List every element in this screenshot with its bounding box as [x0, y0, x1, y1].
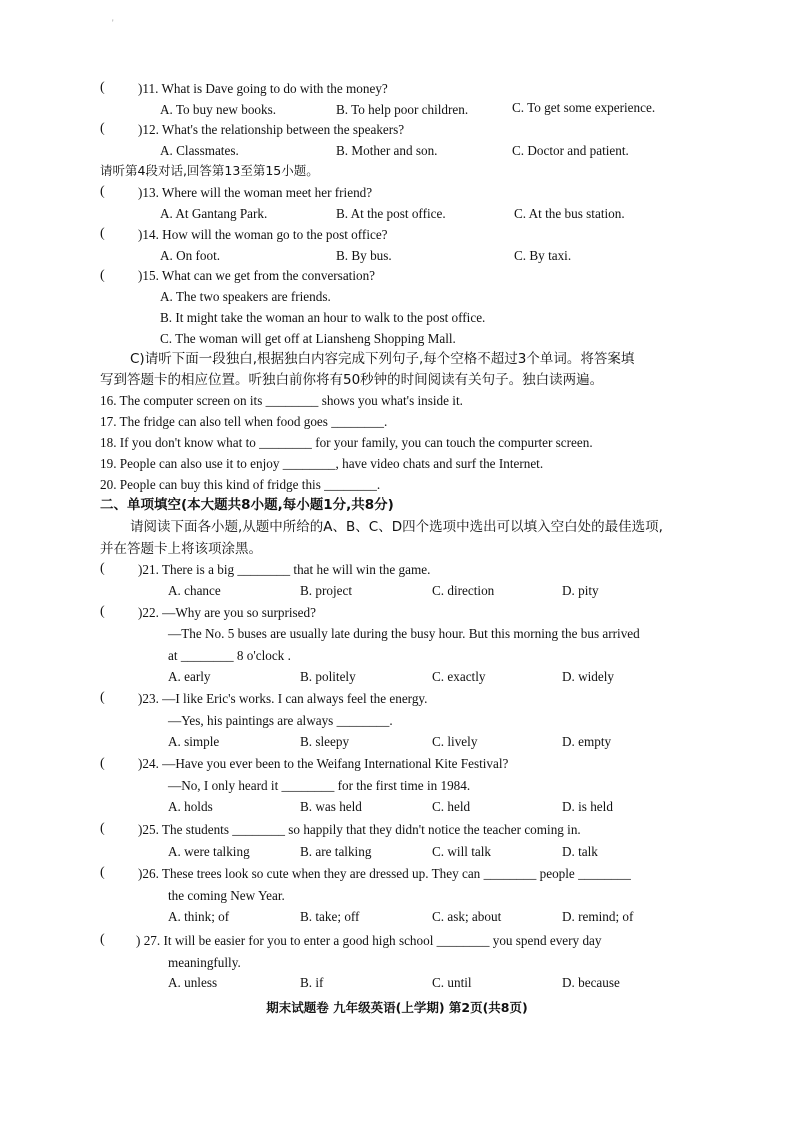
q27-option-a: A. unless: [168, 975, 218, 990]
q23-option-d: D. empty: [562, 734, 612, 749]
answer-paren: (: [100, 932, 105, 947]
answer-paren: (: [100, 121, 105, 136]
q14-stem: )14. How will the woman go to the post office?: [138, 227, 388, 242]
q23-option-b: B. sleepy: [300, 734, 350, 749]
section4-instruction: 请听第4段对话,回答第13至第15小题。: [100, 163, 319, 178]
answer-paren: (: [100, 604, 105, 619]
q25-stem: )25. The students ________ so happily that they didn't notice the teacher coming in.: [138, 822, 581, 837]
q14-option-c: C. By taxi.: [514, 248, 572, 263]
q11-option-c: C. To get some experience.: [512, 100, 656, 115]
q26-option-c: C. ask; about: [432, 909, 502, 924]
q11-option-a: A. To buy new books.: [160, 102, 277, 117]
q24-option-b: B. was held: [300, 799, 362, 814]
q15-option-c: C. The woman will get off at Liansheng Shopping Mall.: [160, 331, 456, 346]
q22-option-d: D. widely: [562, 669, 615, 684]
q22-line3: at ________ 8 o'clock .: [168, 648, 291, 663]
q22-option-c: C. exactly: [432, 669, 486, 684]
q27-option-c: C. until: [432, 975, 472, 990]
q17-sentence: 17. The fridge can also tell when food goes ________.: [100, 414, 388, 429]
part2-title: 二、单项填空(本大题共8小题,每小题1分,共8分): [100, 497, 394, 513]
q26-option-d: D. remind; of: [562, 909, 634, 924]
q21-stem: )21. There is a big ________ that he will win the game.: [138, 562, 431, 577]
answer-paren: (: [100, 690, 105, 705]
q22-option-a: A. early: [168, 669, 211, 684]
q27-stem: ) 27. It will be easier for you to enter a good high school ________ you spend every day: [136, 933, 602, 948]
q15-stem: )15. What can we get from the conversation?: [138, 268, 376, 283]
partc-instruction-line2: 写到答题卡的相应位置。听独白前你将有50秒钟的时间阅读有关句子。独白读两遍。: [100, 372, 604, 388]
q27-option-d: D. because: [562, 975, 620, 990]
q13-option-a: A. At Gantang Park.: [160, 206, 268, 221]
q14-option-b: B. By bus.: [336, 248, 392, 263]
q13-option-b: B. At the post office.: [336, 206, 446, 221]
q16-sentence: 16. The computer screen on its ________ shows you what's inside it.: [100, 393, 463, 408]
q27-option-b: B. if: [300, 975, 324, 990]
partc-instruction-line1: C)请听下面一段独白,根据独白内容完成下列句子,每个空格不超过3个单词。将答案填: [130, 351, 635, 367]
q12-option-c: C. Doctor and patient.: [512, 143, 629, 158]
part2-instruction-line2: 并在答题卡上将该项涂黑。: [100, 541, 262, 557]
answer-paren: (: [100, 821, 105, 836]
q23-option-c: C. lively: [432, 734, 478, 749]
q21-option-a: A. chance: [168, 583, 221, 598]
q23-option-a: A. simple: [168, 734, 220, 749]
q13-option-c: C. At the bus station.: [514, 206, 625, 221]
answer-paren: (: [100, 268, 105, 283]
answer-paren: (: [100, 561, 105, 576]
q12-option-b: B. Mother and son.: [336, 143, 438, 158]
q22-stem: )22. —Why are you so surprised?: [138, 605, 316, 620]
q21-option-d: D. pity: [562, 583, 599, 598]
q26-option-b: B. take; off: [300, 909, 360, 924]
q25-option-b: B. are talking: [300, 844, 372, 859]
q25-option-a: A. were talking: [168, 844, 250, 859]
q25-option-c: C. will talk: [432, 844, 491, 859]
q11-option-b: B. To help poor children.: [336, 102, 469, 117]
q26-line2: the coming New Year.: [168, 888, 285, 903]
q13-stem: )13. Where will the woman meet her friend?: [138, 185, 373, 200]
q18-sentence: 18. If you don't know what to ________ for your family, you can touch the compurter screen.: [100, 435, 593, 450]
q26-option-a: A. think; of: [168, 909, 230, 924]
q27-line2: meaningfully.: [168, 955, 241, 970]
q24-stem: )24. —Have you ever been to the Weifang International Kite Festival?: [138, 756, 509, 771]
q15-option-a: A. The two speakers are friends.: [160, 289, 331, 304]
q24-line2: —No, I only heard it ________ for the first time in 1984.: [168, 778, 471, 793]
q21-option-b: B. project: [300, 583, 353, 598]
answer-paren: (: [100, 226, 105, 241]
q23-stem: )23. —I like Eric's works. I can always feel the energy.: [138, 691, 428, 706]
q25-option-d: D. talk: [562, 844, 598, 859]
q26-stem: )26. These trees look so cute when they are dressed up. They can ________ people ________: [138, 866, 631, 881]
q19-sentence: 19. People can also use it to enjoy ________, have video chats and surf the Internet.: [100, 456, 544, 471]
q24-option-d: D. is held: [562, 799, 613, 814]
q21-option-c: C. direction: [432, 583, 495, 598]
q24-option-c: C. held: [432, 799, 471, 814]
answer-paren: (: [100, 80, 105, 95]
q20-sentence: 20. People can buy this kind of fridge this ________.: [100, 477, 381, 492]
answer-paren: (: [100, 756, 105, 771]
q24-option-a: A. holds: [168, 799, 213, 814]
q22-line2: —The No. 5 buses are usually late during the busy hour. But this morning the bus arrived: [168, 626, 640, 641]
q23-line2: —Yes, his paintings are always ________.: [168, 713, 393, 728]
corner-mark: ': [112, 18, 114, 28]
q15-option-b: B. It might take the woman an hour to walk to the post office.: [160, 310, 486, 325]
q12-stem: )12. What's the relationship between the speakers?: [138, 122, 405, 137]
q12-option-a: A. Classmates.: [160, 143, 239, 158]
q14-option-a: A. On foot.: [160, 248, 221, 263]
answer-paren: (: [100, 184, 105, 199]
q22-option-b: B. politely: [300, 669, 356, 684]
q11-stem: )11. What is Dave going to do with the money?: [138, 81, 388, 96]
part2-instruction-line1: 请阅读下面各小题,从题中所给的A、B、C、D四个选项中选出可以填入空白处的最佳选项,: [130, 519, 663, 535]
page-footer: 期末试题卷 九年级英语(上学期) 第2页(共8页): [266, 1000, 528, 1015]
answer-paren: (: [100, 865, 105, 880]
